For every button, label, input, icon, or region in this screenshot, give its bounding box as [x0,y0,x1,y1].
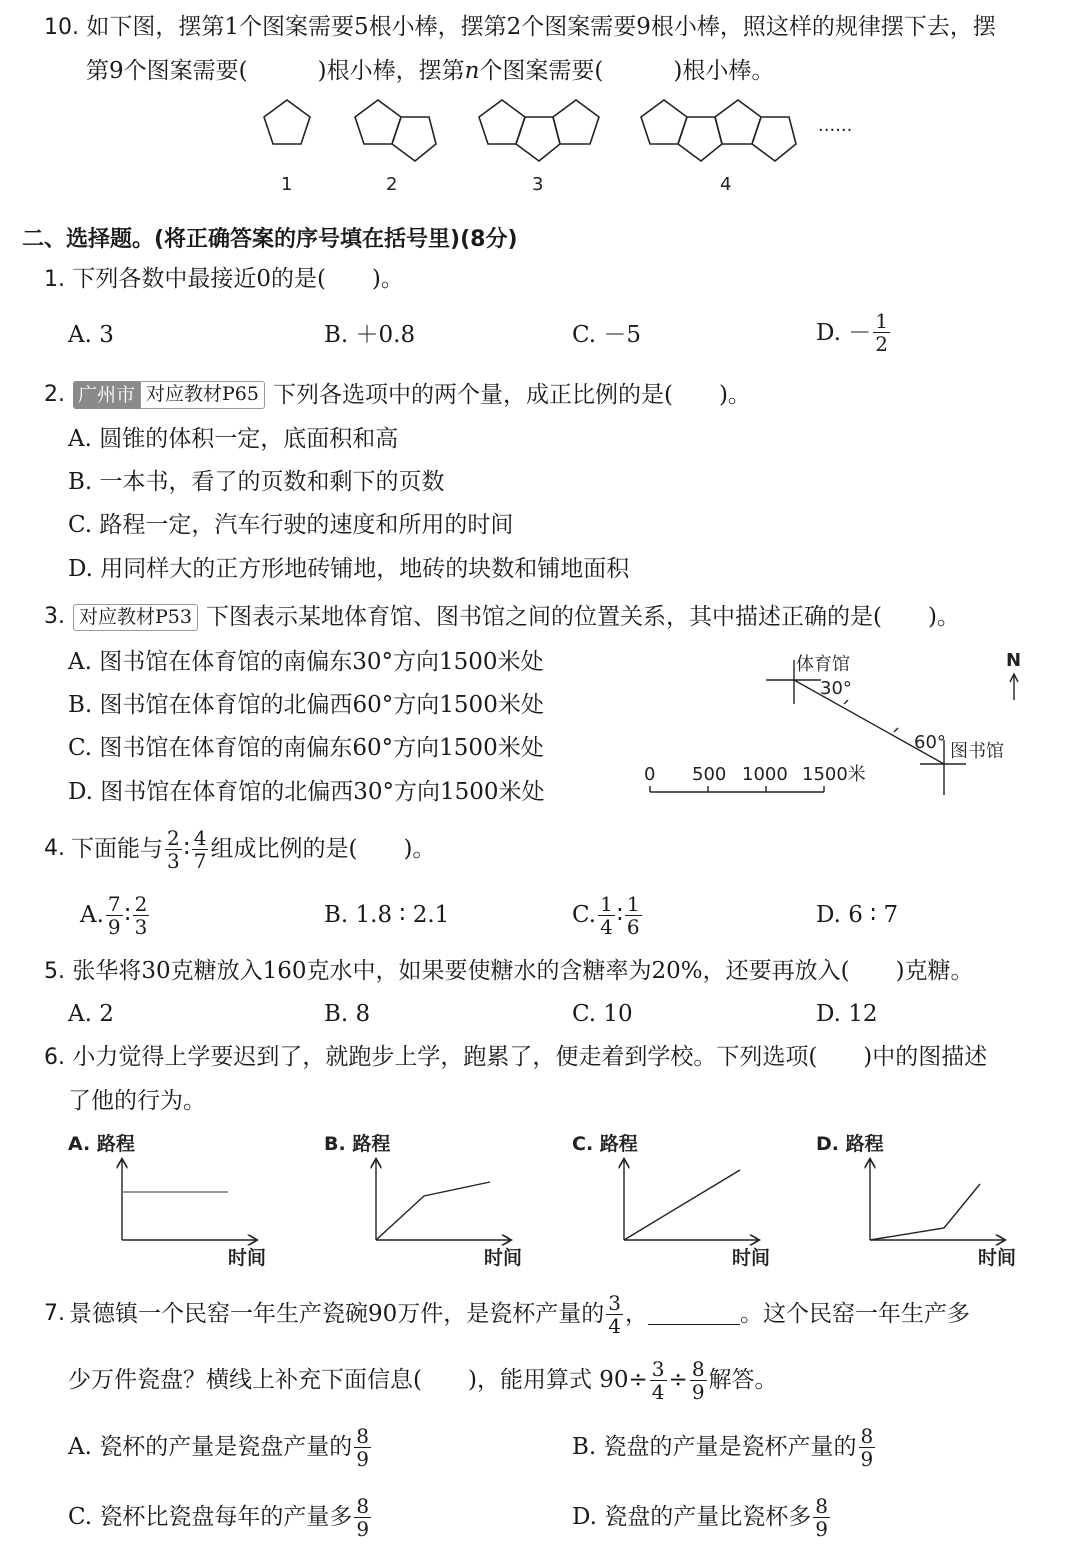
q4-a-colon: ∶ [124,902,131,928]
q7-option-d-text: D. 瓷盘的产量比瓷杯多 [572,1504,812,1530]
q2-option-d: D. 用同样大的正方形地砖铺地，地砖的块数和铺地面积 [68,556,630,582]
q4-ratio-left-numerator: 2 [167,825,180,850]
q2-tags [73,381,265,409]
q7-option-a-text: A. 瓷杯的产量是瓷盘产量的 [68,1434,353,1460]
q7-f1-numerator: 3 [608,1290,622,1315]
q7-line2 [68,1354,778,1406]
q4-c2-numerator: 1 [626,891,640,916]
section-title: 二、选择题。(将正确答案的序号填在括号里)(8分) [22,227,518,252]
scale-label-1500: 1500米 [802,764,866,785]
graph-d-xlabel: 时间 [978,1247,1017,1269]
segment-tick-1 [844,700,848,704]
q5-option-c: C. 10 [572,1001,633,1027]
q6-graphs [60,1122,1060,1272]
q4-stem-text-b: 组成比例的是( )。 [210,836,436,862]
pentagon-pattern-2 [355,100,436,161]
q4-option-c [572,888,644,942]
q10-line2 [86,56,774,86]
library-label: 图书馆 [950,741,1004,762]
q4-colon: ∶ [183,836,190,862]
q7-f3-denominator: 9 [691,1379,705,1404]
q5-number: 5. [44,959,65,984]
pattern-label-3: 3 [532,174,544,195]
graph-a [122,1160,256,1240]
q1-stem-text: 下列各数中最接近0的是( )。 [72,266,404,292]
q10-text-2d: )根小棒。 [673,58,775,84]
q6-line1 [44,1042,987,1073]
north-label: N [1006,650,1022,671]
graph-b-line [376,1182,490,1240]
q3-stem [44,602,960,632]
q7-line1 [44,1288,970,1340]
q7-d-numerator: 8 [815,1493,828,1518]
q6-stem-text-1: 小力觉得上学要迟到了，就跑步上学，跑累了，便走着到学校。下列选项( )中的图描述 [72,1044,988,1070]
angle-60-label: 60° [914,732,946,753]
graph-d-label: D. 路程 [816,1133,884,1155]
q1-stem [44,264,404,295]
q5-stem [44,956,974,987]
q2-option-b: B. 一本书，看了的页数和剩下的页数 [68,469,445,495]
gym-label: 体育馆 [796,654,850,675]
q7-option-d-fraction [813,1495,830,1540]
scale-label-500: 500 [692,764,727,785]
q7-f2-denominator: 4 [651,1379,665,1404]
graph-b-xlabel: 时间 [484,1247,523,1269]
graph-c-xlabel: 时间 [732,1247,771,1269]
pattern-label-1: 1 [281,174,293,195]
q10-variable-n: n [464,58,480,84]
q1-d-numerator: 1 [875,309,888,333]
q10-text-2a: 第9个图案需要( [86,58,248,84]
q7-a-numerator: 8 [356,1423,369,1448]
q3-number: 3. [44,604,65,629]
q4-option-d: D. 6 ∶ 7 [816,902,899,928]
q7-option-c-fraction [354,1495,371,1540]
q7-f1-denominator: 4 [608,1313,622,1338]
q4-option-b: B. 1.8 ∶ 2.1 [324,902,450,928]
q7-divide-sign: ÷ [668,1367,688,1393]
q7-text-2b: 解答。 [708,1367,778,1393]
q2-stem [44,380,751,410]
q3-option-d: D. 图书馆在体育馆的北偏西30°方向1500米处 [68,779,545,805]
q4-stem [44,822,435,876]
q3-option-a: A. 图书馆在体育馆的南偏东30°方向1500米处 [68,649,544,675]
q4-a2-denominator: 3 [134,914,148,939]
q4-option-a [80,888,151,942]
q7-text-1a: 景德镇一个民窑一年生产瓷碗90万件，是瓷杯产量的 [69,1301,605,1327]
q7-option-c [68,1490,373,1544]
angle-30-label: 30° [820,678,852,699]
q3-tag-reference: 对应教材P53 [73,604,198,631]
q2-number: 2. [44,382,65,407]
q1-number: 1. [44,267,65,292]
q2-option-a: A. 圆锥的体积一定，底面积和高 [68,426,399,452]
graph-a-xlabel: 时间 [228,1247,267,1269]
q1-option-d-prefix: D. － [816,319,872,346]
q3-stem-text: 下图表示某地体育馆、图书馆之间的位置关系，其中描述正确的是( )。 [205,604,960,630]
q7-fraction-3-4 [606,1292,623,1337]
q10-text-2c: 个图案需要( [479,58,604,84]
q7-option-d [572,1490,832,1544]
q1-option-d-fraction [873,310,890,355]
q3-option-b: B. 图书馆在体育馆的北偏西60°方向1500米处 [68,692,544,718]
q4-a2-numerator: 2 [134,891,148,916]
q7-f3-numerator: 8 [691,1356,705,1381]
q7-c-numerator: 8 [356,1493,370,1518]
q7-text-1b: ， [625,1301,649,1327]
graph-c-line [624,1170,740,1240]
q2-stem-text: 下列各选项中的两个量，成正比例的是( )。 [272,382,751,408]
q7-option-b [572,1420,877,1474]
q10-text-1: 如下图，摆第1个图案需要5根小棒，摆第2个图案需要9根小棒，照这样的规律摆下去，摆 [86,14,996,40]
q4-ratio-right-numerator: 4 [193,825,207,850]
q1-option-c: C. －5 [572,322,642,348]
q4-a-fraction-2 [133,893,150,938]
segment-tick-2 [894,728,898,732]
q7-option-c-text: C. 瓷杯比瓷盘每年的产量多 [68,1504,353,1530]
q4-c-colon: ∶ [616,902,623,928]
q7-option-b-text: B. 瓷盘的产量是瓷杯产量的 [572,1434,857,1460]
q1-d-denominator: 2 [875,332,888,356]
q1-option-b: B. ＋0.8 [324,322,416,348]
q7-a-denominator: 9 [356,1446,369,1471]
q7-d-denominator: 9 [815,1516,828,1541]
q4-option-a-prefix: A. [80,902,104,928]
pentagon-pattern-3 [479,100,599,161]
pentagon-pattern-4 [641,100,796,161]
q10-line1 [44,12,996,43]
q10-number: 10. [44,15,79,40]
q4-c1-numerator: 1 [600,891,613,916]
q7-text-1c: 。这个民窑一年生产多 [740,1301,971,1327]
q1-option-d [816,310,892,355]
q4-ratio-left-denominator: 3 [167,848,180,873]
q4-c-fraction-1 [598,893,615,938]
q4-ratio-right [192,827,209,872]
pattern-label-2: 2 [386,174,398,195]
q4-a1-denominator: 9 [107,914,121,939]
q4-ratio-right-denominator: 7 [193,848,207,873]
graph-c [624,1160,758,1240]
q1-option-a: A. 3 [68,322,114,348]
q7-text-2a: 少万件瓷盘？横线上补充下面信息( )，能用算式 90÷ [68,1367,648,1393]
q7-f2-numerator: 3 [651,1356,665,1381]
q7-answer-blank[interactable] [648,1304,740,1325]
q7-option-a-fraction [354,1425,371,1470]
q3-option-c: C. 图书馆在体育馆的南偏东60°方向1500米处 [68,735,544,761]
q5-option-a: A. 2 [68,1001,114,1027]
graph-b [376,1160,510,1240]
q2-tag-reference: 对应教材P65 [140,381,265,409]
graph-d [870,1160,1004,1240]
q4-stem-text-a: 下面能与 [71,836,163,862]
q5-stem-text: 张华将30克糖放入160克水中，如果要使糖水的含糖率为20%，还要再放入( )克糖。 [72,958,974,984]
q2-tag-city: 广州市 [73,381,140,409]
pentagon-pattern-figure [250,92,890,202]
q6-number: 6. [44,1045,65,1070]
q10-text-2b: )根小棒，摆第 [317,58,465,84]
q4-c2-denominator: 6 [626,914,640,939]
q7-fraction-divisor-2 [690,1358,707,1403]
q6-line2: 了他的行为。 [68,1088,206,1114]
graph-d-line [870,1184,980,1240]
q4-a1-numerator: 7 [107,891,121,916]
q7-number: 7. [44,1301,65,1326]
pattern-label-4: 4 [720,174,732,195]
q7-option-b-fraction [859,1425,876,1470]
q4-option-c-prefix: C. [572,902,597,928]
q5-option-b: B. 8 [324,1001,371,1027]
q2-option-c: C. 路程一定，汽车行驶的速度和所用的时间 [68,512,514,538]
q7-c-denominator: 9 [356,1516,370,1541]
graph-c-label: C. 路程 [572,1133,638,1155]
q4-a-fraction-1 [106,893,123,938]
q4-ratio-left [165,827,182,872]
q7-option-a [68,1420,373,1474]
scale-label-1000: 1000 [742,764,788,785]
q7-b-denominator: 9 [860,1446,874,1471]
q4-c-fraction-2 [625,893,642,938]
pentagon-pattern-1 [264,100,310,144]
q4-number: 4. [44,836,65,861]
q3-position-map [636,640,1056,810]
scale-label-0: 0 [644,764,656,785]
q7-b-numerator: 8 [860,1423,874,1448]
pattern-ellipsis: ······ [818,120,853,141]
q4-c1-denominator: 4 [600,914,613,939]
q7-fraction-divisor-1 [650,1358,667,1403]
graph-b-label: B. 路程 [324,1133,391,1155]
q5-option-d: D. 12 [816,1001,878,1027]
graph-a-label: A. 路程 [68,1133,135,1155]
